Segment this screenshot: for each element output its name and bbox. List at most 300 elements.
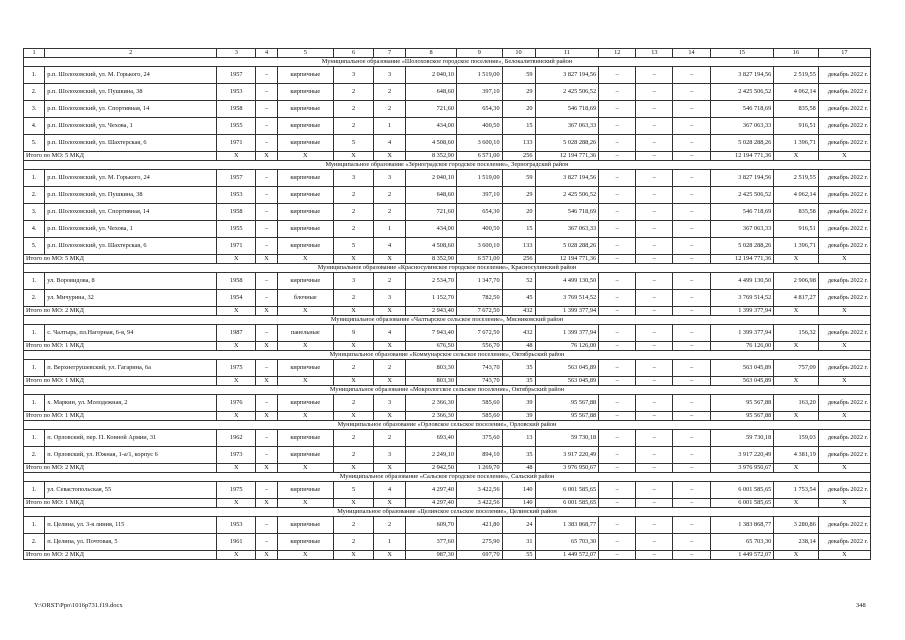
table-cell: 2. bbox=[24, 534, 45, 551]
table-cell: 1. bbox=[24, 273, 45, 290]
table-cell: 2 040,10 bbox=[406, 170, 457, 187]
municipality-section-row bbox=[24, 473, 871, 482]
total-cell: X bbox=[217, 377, 256, 386]
total-cell: X bbox=[818, 464, 870, 473]
table-cell: 2. bbox=[24, 187, 45, 204]
total-cell: – bbox=[599, 499, 636, 508]
total-cell: X bbox=[277, 464, 333, 473]
total-cell: X bbox=[374, 255, 406, 264]
table-cell: 546 718,69 bbox=[710, 204, 774, 221]
table-cell: – bbox=[256, 482, 277, 499]
table-cell: 5 bbox=[333, 238, 373, 255]
table-cell: декабрь 2022 г. bbox=[818, 170, 870, 187]
table-cell: 397,10 bbox=[456, 84, 502, 101]
address-cell: р.п. Шолоховский, ул. Пушкина, 38 bbox=[45, 187, 217, 204]
total-cell: 12 194 771,36 bbox=[710, 255, 774, 264]
table-cell: 3 bbox=[374, 395, 406, 412]
table-cell: 3. bbox=[24, 204, 45, 221]
table-cell: 163,20 bbox=[774, 395, 819, 412]
table-cell: – bbox=[599, 325, 636, 342]
total-cell: 55 bbox=[502, 551, 535, 560]
table-cell: 65 703,30 bbox=[535, 534, 599, 551]
total-cell: X bbox=[256, 152, 277, 161]
table-cell: – bbox=[599, 170, 636, 187]
table-cell: 5 028 288,26 bbox=[710, 238, 774, 255]
column-number: 10 bbox=[502, 49, 535, 58]
municipality-section-row bbox=[24, 386, 871, 395]
total-cell: – bbox=[673, 255, 710, 264]
table-cell: декабрь 2022 г. bbox=[818, 290, 870, 307]
table-cell: 421,80 bbox=[456, 517, 502, 534]
table-cell: 35 bbox=[502, 360, 535, 377]
total-cell: X bbox=[333, 307, 373, 316]
total-cell: 12 194 771,36 bbox=[710, 152, 774, 161]
footer-file-path: Y:\ORST\Ppo\1016p731.f19.docx bbox=[34, 602, 123, 609]
column-number: 11 bbox=[535, 49, 599, 58]
table-cell: – bbox=[673, 273, 710, 290]
total-cell: X bbox=[256, 255, 277, 264]
table-cell: декабрь 2022 г. bbox=[818, 67, 870, 84]
table-cell: 3 827 194,56 bbox=[710, 170, 774, 187]
table-cell: – bbox=[673, 187, 710, 204]
table-cell: кирпичные bbox=[277, 67, 333, 84]
total-cell: X bbox=[256, 412, 277, 421]
table-cell: – bbox=[256, 395, 277, 412]
table-cell: 2 bbox=[333, 534, 373, 551]
table-cell: 3 bbox=[374, 170, 406, 187]
total-cell: X bbox=[774, 412, 819, 421]
total-cell: 6 571,00 bbox=[456, 255, 502, 264]
table-cell: 4 499 130,50 bbox=[710, 273, 774, 290]
table-cell: 1987 bbox=[217, 325, 256, 342]
municipality-title: Муниципальное образование «Шолоховское городское поселение», Белокалитвинский район bbox=[24, 58, 871, 67]
column-number: 5 bbox=[277, 49, 333, 58]
table-cell: 1 519,00 bbox=[456, 67, 502, 84]
table-cell: декабрь 2022 г. bbox=[818, 325, 870, 342]
column-number: 12 bbox=[599, 49, 636, 58]
table-cell: 1. bbox=[24, 395, 45, 412]
total-row bbox=[24, 342, 871, 351]
total-cell: 803,30 bbox=[406, 377, 457, 386]
total-cell: – bbox=[636, 255, 673, 264]
total-row bbox=[24, 412, 871, 421]
table-row bbox=[24, 517, 871, 534]
table-cell: 1975 bbox=[217, 482, 256, 499]
table-row bbox=[24, 67, 871, 84]
table-cell: 9 bbox=[333, 325, 373, 342]
table-cell: 916,51 bbox=[774, 118, 819, 135]
total-cell: 256 bbox=[502, 255, 535, 264]
table-cell: 2. bbox=[24, 84, 45, 101]
table-cell: декабрь 2022 г. bbox=[818, 273, 870, 290]
table-row bbox=[24, 118, 871, 135]
table-cell: 2 bbox=[333, 204, 373, 221]
table-cell: 35 bbox=[502, 447, 535, 464]
table-cell: – bbox=[599, 118, 636, 135]
table-cell: декабрь 2022 г. bbox=[818, 517, 870, 534]
table-cell: 2 bbox=[374, 273, 406, 290]
column-number: 2 bbox=[45, 49, 217, 58]
table-cell: 45 bbox=[502, 290, 535, 307]
total-cell: X bbox=[217, 412, 256, 421]
total-cell: X bbox=[277, 307, 333, 316]
table-cell: 3 827 194,56 bbox=[535, 170, 599, 187]
table-cell: 434,00 bbox=[406, 221, 457, 238]
table-cell: 59 730,18 bbox=[535, 430, 599, 447]
total-cell: 3 422,56 bbox=[456, 499, 502, 508]
table-cell: 1. bbox=[24, 517, 45, 534]
total-cell: 95 567,88 bbox=[535, 412, 599, 421]
column-number: 7 bbox=[374, 49, 406, 58]
total-cell: 12 194 771,36 bbox=[535, 152, 599, 161]
table-cell: 434,00 bbox=[406, 118, 457, 135]
address-cell: р.п. Шолоховский, ул. Чехова, 1 bbox=[45, 221, 217, 238]
total-cell: 697,70 bbox=[456, 551, 502, 560]
table-cell: 3 bbox=[333, 170, 373, 187]
total-cell: – bbox=[636, 152, 673, 161]
total-cell: – bbox=[599, 152, 636, 161]
total-cell: X bbox=[774, 499, 819, 508]
total-cell: 6 001 585,65 bbox=[535, 499, 599, 508]
table-cell: 238,14 bbox=[774, 534, 819, 551]
table-cell: кирпичные bbox=[277, 187, 333, 204]
total-cell: X bbox=[374, 342, 406, 351]
total-row bbox=[24, 377, 871, 386]
table-cell: 1971 bbox=[217, 238, 256, 255]
table-cell: 133 bbox=[502, 238, 535, 255]
table-cell: 4. bbox=[24, 221, 45, 238]
total-cell: X bbox=[333, 499, 373, 508]
table-cell: – bbox=[673, 517, 710, 534]
total-label: Итого по МО: 1 МКД bbox=[24, 377, 217, 386]
table-cell: 2 519,55 bbox=[774, 170, 819, 187]
total-cell: 95 567,88 bbox=[710, 412, 774, 421]
table-cell: 432 bbox=[502, 325, 535, 342]
column-number-row bbox=[24, 49, 871, 58]
total-cell: X bbox=[818, 342, 870, 351]
total-cell: X bbox=[774, 307, 819, 316]
address-cell: ул. Мичурина, 32 bbox=[45, 290, 217, 307]
table-cell: декабрь 2022 г. bbox=[818, 204, 870, 221]
table-cell: 133 bbox=[502, 135, 535, 152]
table-cell: – bbox=[636, 517, 673, 534]
table-cell: 1. bbox=[24, 430, 45, 447]
address-cell: р.п. Шолоховский, ул. Шахтерская, 6 bbox=[45, 238, 217, 255]
table-cell: декабрь 2022 г. bbox=[818, 221, 870, 238]
table-cell: 397,10 bbox=[456, 187, 502, 204]
table-cell: – bbox=[256, 135, 277, 152]
table-cell: – bbox=[636, 118, 673, 135]
table-cell: – bbox=[673, 118, 710, 135]
table-cell: – bbox=[599, 84, 636, 101]
table-cell: 2 425 506,52 bbox=[535, 84, 599, 101]
total-cell: – bbox=[636, 499, 673, 508]
total-cell: – bbox=[599, 412, 636, 421]
table-row bbox=[24, 84, 871, 101]
table-cell: 4 bbox=[374, 135, 406, 152]
column-number: 9 bbox=[456, 49, 502, 58]
total-cell: 2 943,40 bbox=[406, 307, 457, 316]
table-row bbox=[24, 135, 871, 152]
municipality-title: Муниципальное образование «Зерноградское городское поселение», Зерноградский район bbox=[24, 161, 871, 170]
address-cell: с. Чалтырь, пл.Нагорная, 6-я, 94 bbox=[45, 325, 217, 342]
table-cell: 3. bbox=[24, 101, 45, 118]
column-number: 8 bbox=[406, 49, 457, 58]
table-cell: – bbox=[256, 447, 277, 464]
total-cell: 12 194 771,36 bbox=[535, 255, 599, 264]
table-cell: – bbox=[599, 360, 636, 377]
table-cell: 5 bbox=[333, 482, 373, 499]
table-cell: – bbox=[673, 238, 710, 255]
table-cell: – bbox=[599, 395, 636, 412]
table-row bbox=[24, 101, 871, 118]
total-cell: X bbox=[217, 152, 256, 161]
table-cell: – bbox=[599, 204, 636, 221]
total-cell: 6 001 585,65 bbox=[710, 499, 774, 508]
table-cell: 654,30 bbox=[456, 204, 502, 221]
table-cell: 3 bbox=[333, 273, 373, 290]
table-cell: 1957 bbox=[217, 170, 256, 187]
total-cell: X bbox=[217, 551, 256, 560]
address-cell: р.п. Шолоховский, ул. Спортивная, 14 bbox=[45, 101, 217, 118]
total-cell: X bbox=[333, 464, 373, 473]
total-cell: X bbox=[277, 152, 333, 161]
table-cell: 916,51 bbox=[774, 221, 819, 238]
total-cell: X bbox=[374, 377, 406, 386]
total-label: Итого по МО: 2 МКД bbox=[24, 307, 217, 316]
table-cell: декабрь 2022 г. bbox=[818, 238, 870, 255]
table-cell: 1 399 377,94 bbox=[710, 325, 774, 342]
total-cell: 6 571,00 bbox=[456, 152, 502, 161]
total-row bbox=[24, 255, 871, 264]
table-cell: – bbox=[256, 221, 277, 238]
table-cell: кирпичные bbox=[277, 84, 333, 101]
municipality-section-row bbox=[24, 508, 871, 517]
municipality-section-row bbox=[24, 161, 871, 170]
table-cell: 65 703,30 bbox=[710, 534, 774, 551]
table-cell: – bbox=[673, 447, 710, 464]
table-cell: – bbox=[256, 84, 277, 101]
table-cell: кирпичные bbox=[277, 118, 333, 135]
table-cell: 743,70 bbox=[456, 360, 502, 377]
table-cell: 95 567,88 bbox=[710, 395, 774, 412]
table-cell: декабрь 2022 г. bbox=[818, 534, 870, 551]
column-number: 14 bbox=[673, 49, 710, 58]
table-cell: кирпичные bbox=[277, 517, 333, 534]
table-cell: 59 730,18 bbox=[710, 430, 774, 447]
table-cell: 3 600,10 bbox=[456, 238, 502, 255]
address-cell: п. Верхнегрушевский, ул. Гагарина, 6а bbox=[45, 360, 217, 377]
table-row bbox=[24, 204, 871, 221]
table-cell: декабрь 2022 г. bbox=[818, 360, 870, 377]
total-cell: X bbox=[333, 551, 373, 560]
municipality-title: Муниципальное образование «Орловское сельское поселение», Орловский район bbox=[24, 421, 871, 430]
table-cell: – bbox=[599, 238, 636, 255]
table-cell: – bbox=[673, 101, 710, 118]
table-cell: – bbox=[256, 360, 277, 377]
table-cell: 1 399 377,94 bbox=[535, 325, 599, 342]
table-cell: – bbox=[256, 430, 277, 447]
total-cell: X bbox=[217, 342, 256, 351]
total-cell: X bbox=[818, 377, 870, 386]
table-cell: 4 381,19 bbox=[774, 447, 819, 464]
table-cell: – bbox=[673, 290, 710, 307]
table-cell: кирпичные bbox=[277, 430, 333, 447]
total-label: Итого по МО: 1 МКД bbox=[24, 499, 217, 508]
table-cell: декабрь 2022 г. bbox=[818, 395, 870, 412]
table-cell: – bbox=[636, 221, 673, 238]
column-number: 6 bbox=[333, 49, 373, 58]
total-cell: X bbox=[333, 342, 373, 351]
total-cell: – bbox=[599, 342, 636, 351]
table-cell: – bbox=[256, 534, 277, 551]
total-cell: X bbox=[774, 377, 819, 386]
table-cell: 2 bbox=[333, 517, 373, 534]
table-row bbox=[24, 482, 871, 499]
table-cell: 609,70 bbox=[406, 517, 457, 534]
total-cell: X bbox=[374, 307, 406, 316]
total-cell: 8 352,90 bbox=[406, 152, 457, 161]
table-cell: – bbox=[599, 447, 636, 464]
table-cell: – bbox=[673, 534, 710, 551]
total-label: Итого по МО: 1 МКД bbox=[24, 342, 217, 351]
table-cell: 1953 bbox=[217, 187, 256, 204]
address-cell: п. Орловский, ул. Южная, 1-а/1, корпус 6 bbox=[45, 447, 217, 464]
table-cell: 546 718,69 bbox=[535, 101, 599, 118]
table-cell: 2. bbox=[24, 447, 45, 464]
total-cell: – bbox=[599, 377, 636, 386]
table-cell: 2 425 506,52 bbox=[710, 84, 774, 101]
table-cell: 5. bbox=[24, 238, 45, 255]
table-cell: декабрь 2022 г. bbox=[818, 187, 870, 204]
table-cell: – bbox=[636, 482, 673, 499]
table-cell: кирпичные bbox=[277, 360, 333, 377]
total-cell: X bbox=[818, 412, 870, 421]
table-row bbox=[24, 170, 871, 187]
table-cell: – bbox=[636, 534, 673, 551]
total-cell: 432 bbox=[502, 307, 535, 316]
table-cell: 140 bbox=[502, 482, 535, 499]
table-cell: – bbox=[599, 135, 636, 152]
column-number: 3 bbox=[217, 49, 256, 58]
table-cell: 29 bbox=[502, 84, 535, 101]
table-cell: 15 bbox=[502, 221, 535, 238]
total-cell: 2 942,50 bbox=[406, 464, 457, 473]
table-cell: 59 bbox=[502, 67, 535, 84]
table-cell: 3 600,10 bbox=[456, 135, 502, 152]
table-cell: 3 bbox=[374, 290, 406, 307]
table-cell: 2 bbox=[374, 360, 406, 377]
total-cell: X bbox=[774, 342, 819, 351]
table-cell: 1 152,70 bbox=[406, 290, 457, 307]
table-cell: кирпичные bbox=[277, 534, 333, 551]
total-cell: 39 bbox=[502, 412, 535, 421]
total-cell: X bbox=[217, 499, 256, 508]
table-cell: 1971 bbox=[217, 135, 256, 152]
address-cell: п. Орловский, пер. П. Конной Армии, 31 bbox=[45, 430, 217, 447]
table-cell: – bbox=[636, 84, 673, 101]
municipality-title: Муниципальное образование «Сальское городское поселение», Сальский район bbox=[24, 473, 871, 482]
table-cell: – bbox=[673, 482, 710, 499]
table-cell: 13 bbox=[502, 430, 535, 447]
total-cell: 4 297,40 bbox=[406, 499, 457, 508]
table-cell: – bbox=[636, 290, 673, 307]
table-cell: 20 bbox=[502, 204, 535, 221]
table-cell: 6 001 585,65 bbox=[710, 482, 774, 499]
total-label: Итого по МО: 5 МКД bbox=[24, 152, 217, 161]
table-cell: – bbox=[636, 430, 673, 447]
table-cell: 3 827 194,56 bbox=[710, 67, 774, 84]
total-cell: X bbox=[818, 307, 870, 316]
total-cell: X bbox=[256, 464, 277, 473]
table-cell: 20 bbox=[502, 101, 535, 118]
table-cell: – bbox=[599, 67, 636, 84]
total-cell: X bbox=[256, 551, 277, 560]
total-cell: – bbox=[599, 307, 636, 316]
table-cell: – bbox=[636, 325, 673, 342]
total-cell: 676,50 bbox=[406, 342, 457, 351]
table-cell: 400,50 bbox=[456, 221, 502, 238]
table-cell: 1958 bbox=[217, 101, 256, 118]
table-cell: 2. bbox=[24, 290, 45, 307]
total-cell: – bbox=[673, 377, 710, 386]
footer-page-number: 348 bbox=[856, 602, 866, 609]
table-cell: 1955 bbox=[217, 118, 256, 135]
table-cell: 7 672,50 bbox=[456, 325, 502, 342]
table-cell: декабрь 2022 г. bbox=[818, 135, 870, 152]
table-row bbox=[24, 187, 871, 204]
table-cell: 1953 bbox=[217, 517, 256, 534]
total-cell: 563 045,89 bbox=[710, 377, 774, 386]
table-cell: 52 bbox=[502, 273, 535, 290]
table-cell: 2 906,98 bbox=[774, 273, 819, 290]
total-cell: 987,30 bbox=[406, 551, 457, 560]
total-cell: X bbox=[374, 551, 406, 560]
table-cell: декабрь 2022 г. bbox=[818, 447, 870, 464]
table-cell: декабрь 2022 г. bbox=[818, 482, 870, 499]
table-cell: 2 bbox=[333, 290, 373, 307]
table-cell: 5 bbox=[333, 135, 373, 152]
address-cell: р.п. Шолоховский, ул. М. Горького, 24 bbox=[45, 170, 217, 187]
table-cell: 3 769 514,52 bbox=[710, 290, 774, 307]
total-cell: X bbox=[277, 377, 333, 386]
table-cell: – bbox=[256, 238, 277, 255]
total-cell: – bbox=[673, 342, 710, 351]
table-cell: 721,60 bbox=[406, 101, 457, 118]
total-row bbox=[24, 499, 871, 508]
table-cell: 3 280,86 bbox=[774, 517, 819, 534]
total-cell: 1 399 377,94 bbox=[710, 307, 774, 316]
table-cell: – bbox=[256, 290, 277, 307]
table-row bbox=[24, 290, 871, 307]
total-cell: 1 399 377,94 bbox=[535, 307, 599, 316]
table-cell: – bbox=[673, 395, 710, 412]
total-cell: X bbox=[818, 255, 870, 264]
table-cell: – bbox=[673, 430, 710, 447]
table-cell: 1975 bbox=[217, 360, 256, 377]
table-cell: 1958 bbox=[217, 273, 256, 290]
table-cell: – bbox=[673, 204, 710, 221]
total-cell: – bbox=[673, 464, 710, 473]
table-cell: – bbox=[636, 395, 673, 412]
total-cell: 48 bbox=[502, 342, 535, 351]
table-cell: 367 063,33 bbox=[710, 221, 774, 238]
address-cell: р.п. Шолоховский, ул. Спортивная, 14 bbox=[45, 204, 217, 221]
column-number: 15 bbox=[710, 49, 774, 58]
municipality-section-row bbox=[24, 316, 871, 325]
total-cell: 48 bbox=[502, 464, 535, 473]
table-cell: 1 383 868,77 bbox=[710, 517, 774, 534]
